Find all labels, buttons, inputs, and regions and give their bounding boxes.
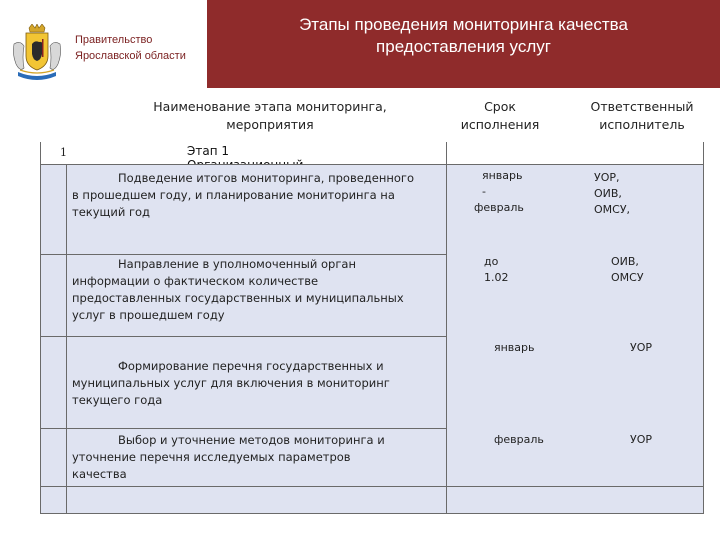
row-4-term: февраль (494, 433, 544, 446)
row-2-term: до 1.02 (484, 255, 509, 284)
title-line-2: предоставления услуг (376, 37, 551, 56)
grid-line (40, 254, 447, 255)
grid-line (40, 164, 704, 165)
slide-title (207, 14, 720, 58)
coat-of-arms-icon (10, 24, 64, 82)
row-3-responsible: УОР (630, 341, 652, 354)
grid-line (40, 513, 704, 514)
grid-line (40, 336, 447, 337)
grid-line (446, 142, 447, 514)
title-line-1: Этапы проведения мониторинга качества (299, 15, 628, 34)
row-1-term: январь - февраль (474, 169, 524, 214)
column-header-responsible: Ответственный исполнитель (590, 99, 694, 132)
grid-line (40, 428, 447, 429)
row-3-description: Формирование перечня государственных и муниципальных услуг для включения в мониторинг текущего года (72, 359, 390, 407)
grid-line (40, 486, 704, 487)
row-2-responsible: ОИВ, ОМСУ (611, 255, 644, 284)
org-line-2: Ярославской области (75, 50, 186, 62)
row-2-description: Направление в уполномоченный орган информации о фактическом количестве предоставленных государственных и муниципальных услуг в прошедшем году (72, 257, 404, 322)
row-1-description: Подведение итогов мониторинга, проведенного в прошедшем году, и планирование мониторинга на текущий год (72, 171, 414, 219)
stage-row (40, 142, 704, 164)
column-header-name: Наименование этапа мониторинга, мероприятия (153, 99, 387, 132)
stage-number: 1 (60, 146, 67, 159)
row-4-responsible: УОР (630, 433, 652, 446)
row-3-term: январь (494, 341, 535, 354)
row-4-description: Выбор и уточнение методов мониторинга и уточнение перечня исследуемых параметров качества (72, 433, 385, 481)
grid-line (40, 142, 41, 514)
row-1-responsible: УОР, ОИВ, ОМСУ, (594, 171, 631, 216)
org-line-1: Правительство (75, 34, 153, 46)
table-row-empty (40, 486, 704, 514)
slide-header (0, 0, 720, 88)
grid-line (703, 142, 704, 514)
stage-title: Этап 1 (187, 144, 230, 158)
column-header-term: Срок исполнения (460, 99, 540, 132)
organization-name (75, 32, 186, 64)
grid-line (66, 164, 67, 514)
